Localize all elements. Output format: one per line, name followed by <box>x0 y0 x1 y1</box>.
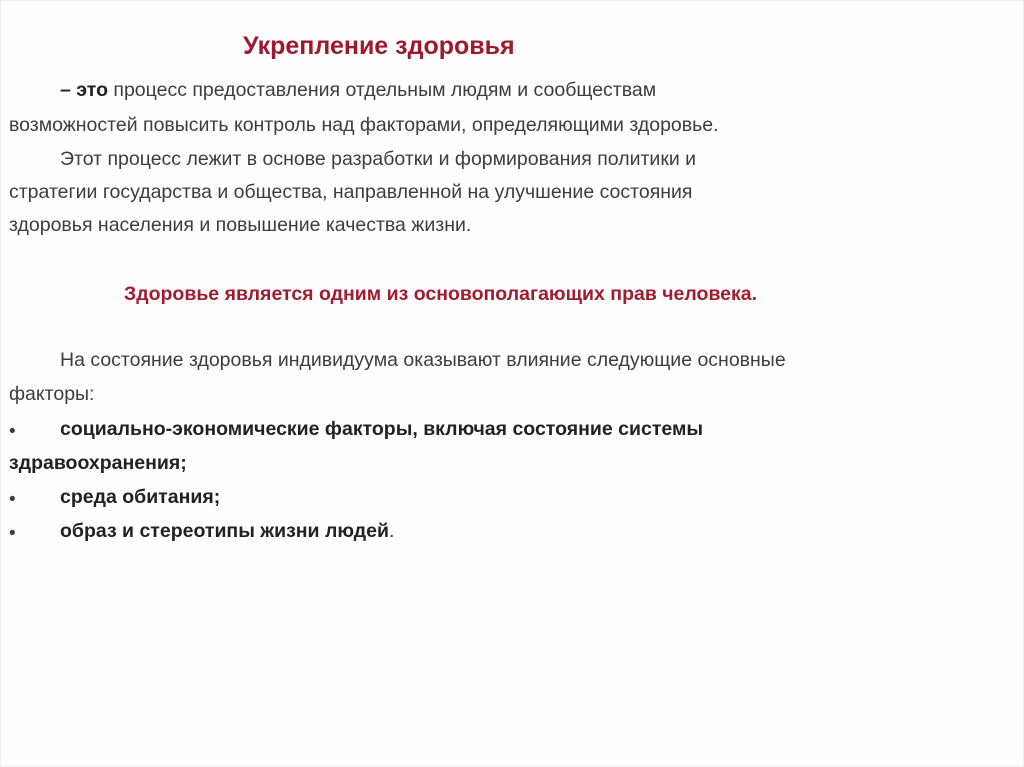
factor-item-3 <box>60 522 394 542</box>
definition-line-5: здоровья населения и повышение качества жизни. <box>9 214 472 236</box>
bullet-icon: • <box>9 421 16 442</box>
definition-line-1 <box>60 81 656 101</box>
factors-intro-line-1: На состояние здоровья индивидуума оказывают влияние следующие основные <box>60 349 786 371</box>
definition-line-4: стратегии государства и общества, направленной на улучшение состояния <box>9 181 693 203</box>
bullet-icon: • <box>9 523 16 544</box>
slide-title: Укрепление здоровья <box>243 32 515 60</box>
definition-lead: – это <box>60 79 108 101</box>
factor-item-2: среда обитания; <box>60 486 221 508</box>
factor-item-1-line-2: здравоохранения; <box>9 452 187 474</box>
highlight-statement: Здоровье является одним из основополагающих прав человека. <box>124 283 758 305</box>
definition-line-2: возможностей повысить контроль над факторами, определяющими здоровье. <box>9 114 719 136</box>
bullet-icon: • <box>9 489 16 510</box>
factor-item-3-end: . <box>388 520 395 542</box>
factors-intro-line-2: факторы: <box>9 383 95 405</box>
factor-item-3-text: образ и стереотипы жизни людей <box>60 520 389 542</box>
factor-item-1-line-1: социально-экономические факторы, включая состояние системы <box>60 418 704 440</box>
definition-line-1-text: процесс предоставления отдельным людям и сообществам <box>107 79 657 101</box>
definition-line-3: Этот процесс лежит в основе разработки и формирования политики и <box>60 148 697 170</box>
